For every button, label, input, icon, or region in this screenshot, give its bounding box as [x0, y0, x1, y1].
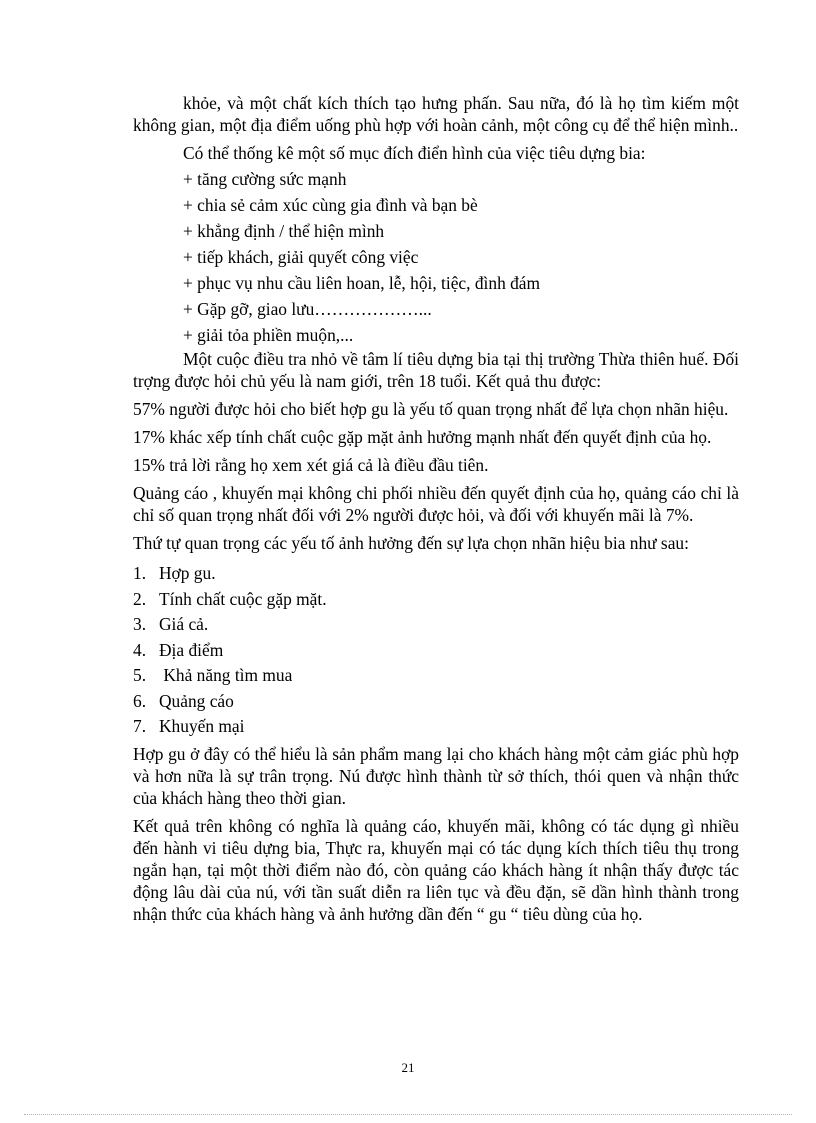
document-page	[133, 92, 739, 925]
list-label: Giá cả.	[159, 614, 209, 634]
page-number: 21	[401, 1060, 415, 1075]
list-item	[133, 715, 739, 741]
purpose-heading: Có thể thống kê một số mục đích điển hình của việc tiêu dựng bia:	[183, 143, 646, 163]
list-number: 2.	[133, 588, 147, 609]
list-number: 4.	[133, 639, 147, 660]
list-number: 3.	[133, 614, 147, 634]
purpose-item: + tiếp khách, giải quyết công việc	[183, 247, 419, 267]
result-paragraph: 17% khác xếp tính chất cuộc gặp mặt ảnh hưởng mạnh nhất đến quyết định của họ.	[133, 427, 712, 447]
list-label: Hợp gu.	[159, 563, 216, 583]
survey-paragraph: Một cuộc điều tra nhỏ về tâm lí tiêu dựng bia tại thị trường Thừa thiên huế. Đối trợng được hỏi chủ yếu là nam giới, trên 18 tuổi. Kết quả thu được:	[133, 349, 739, 391]
list-label: Địa điểm	[159, 639, 224, 660]
list-number: 1.	[133, 563, 147, 583]
list-label: Tính chất cuộc gặp mặt.	[159, 588, 327, 609]
list-item	[133, 639, 739, 665]
intro-paragraph: khỏe, và một chất kích thích tạo hưng phấn. Sau nữa, đó là họ tìm kiếm một không gian, một địa điểm uống phù hợp với hoàn cảnh, một công cụ để thể hiện mình..	[133, 93, 739, 135]
list-item	[133, 690, 739, 716]
purpose-item: + giải tỏa phiền muộn,...	[183, 325, 354, 345]
result-paragraph: Quảng cáo , khuyến mại không chi phối nhiều đến quyết định của họ, quảng cáo chỉ là chỉ số quan trọng nhất đối với 2% người được hỏi, và đối với khuyến mãi là 7%.	[133, 483, 739, 525]
list-item	[133, 664, 739, 690]
purpose-item: + phục vụ nhu cầu liên hoan, lễ, hội, tiệc, đình đám	[183, 273, 541, 293]
list-number: 7.	[133, 716, 147, 736]
conclusion-paragraph: Kết quả trên không có nghĩa là quảng cáo, khuyến mãi, không có tác dụng gì nhiều đến hành vi tiêu dựng bia, Thực ra, khuyến mại có tác dụng kích thích tiêu thụ trong ngắn hạn, tại một thời điểm nào đó, còn quảng cáo khách hàng ít nhận thấy được tác động lâu dài của nú, với tần suất diễn ra liên tục và đều đặn, sẽ dần hình thành trong nhận thức của khách hàng và ảnh hưởng dần đến “ gu “ tiêu dùng của họ.	[133, 815, 739, 924]
list-label: Khuyến mại	[159, 716, 245, 736]
list-item	[133, 613, 739, 639]
purpose-item: + khẳng định / thể hiện mình	[183, 221, 385, 241]
result-paragraph: 57% người được hỏi cho biết hợp gu là yếu tố quan trọng nhất để lựa chọn nhãn hiệu.	[133, 399, 729, 419]
list-item	[133, 562, 739, 588]
purpose-item: + Gặp gỡ, giao lưu………………...	[183, 299, 432, 319]
purpose-item: + chia sẻ cảm xúc cùng gia đình và bạn bè	[183, 195, 478, 215]
result-paragraph: 15% trả lời rằng họ xem xét giá cả là điều đầu tiên.	[133, 455, 489, 475]
list-number: 6.	[133, 690, 147, 711]
list-item	[133, 588, 739, 614]
order-intro: Thứ tự quan trọng các yếu tố ảnh hưởng đến sự lựa chọn nhãn hiệu bia như sau:	[133, 533, 689, 553]
purpose-item: + tăng cường sức mạnh	[183, 169, 347, 189]
page-bottom-divider	[24, 1114, 792, 1115]
list-number: 5.	[133, 665, 147, 685]
list-label: Quảng cáo	[159, 690, 234, 711]
hop-gu-paragraph: Hợp gu ở đây có thể hiểu là sản phẩm mang lại cho khách hàng một cảm giác phù hợp và hơn nữa là sự trân trọng. Nú được hình thành từ sở thích, thói quen và nhận thức của khách hàng theo thời gian.	[133, 743, 739, 808]
factor-list	[133, 562, 739, 741]
list-label: Khả năng tìm mua	[159, 665, 293, 685]
